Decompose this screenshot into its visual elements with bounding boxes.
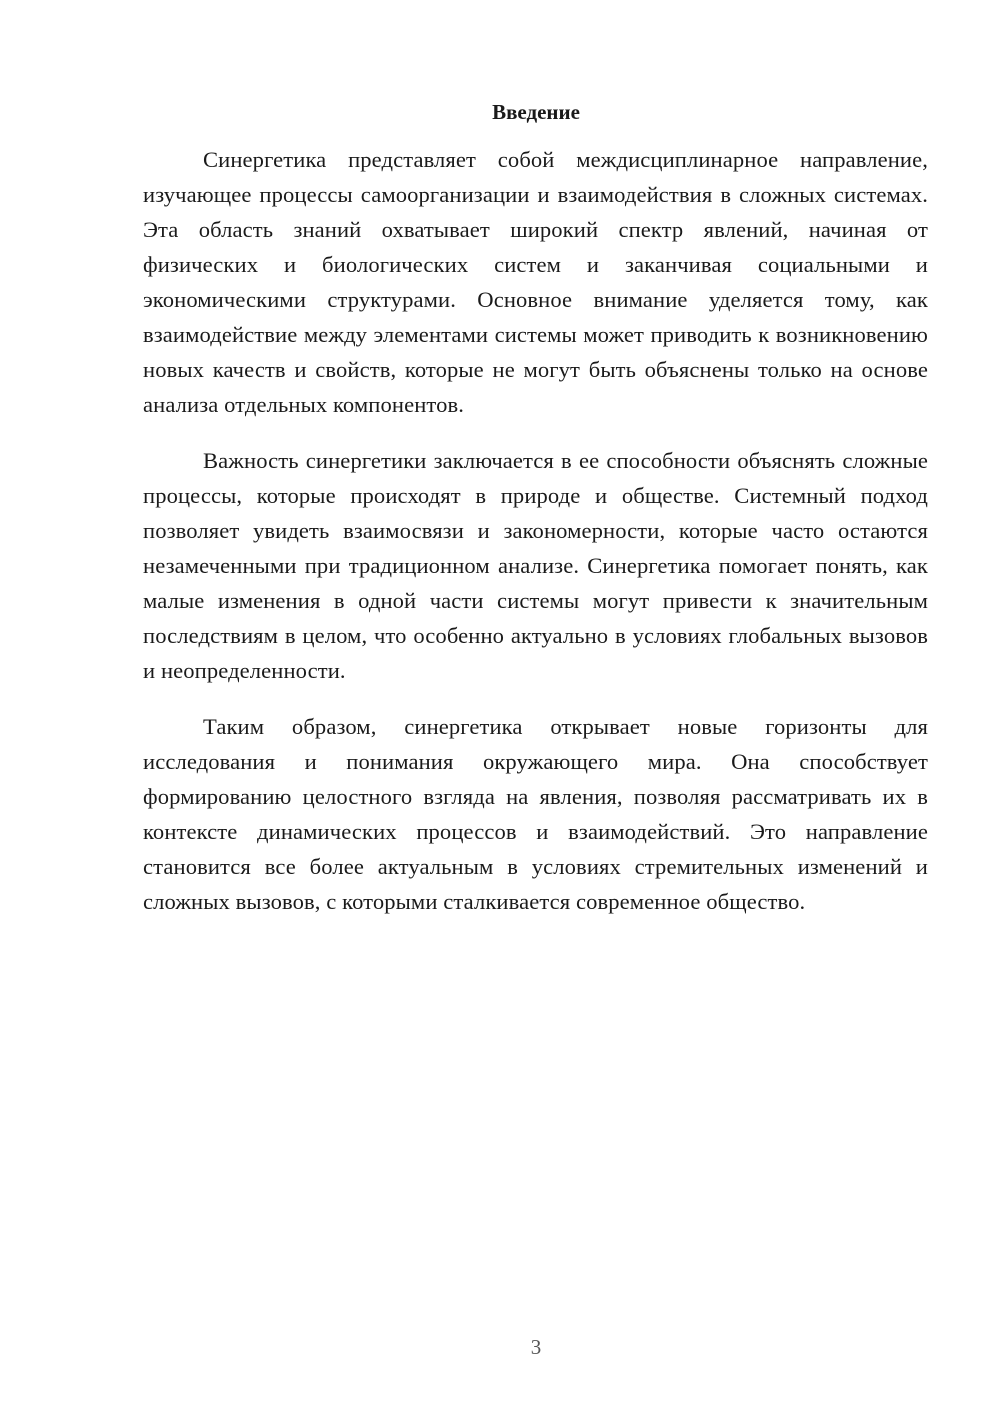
paragraph-importance: Важность синергетики заключается в ее способности объяснять сложные процессы, которые происходят в природе и обществе. Системный подход позволяет увидеть взаимосвязи и закономерности, которые часто остаются незамеченными при традиционном анализе. Синергетика помогает понять, как малые изменения в одной части системы могут привести к значительным последствиям в целом, что особенно актуально в условиях глобальных вызовов и неопределенности. xyxy=(143,448,928,683)
paragraph-introduction: Синергетика представляет собой междисциплинарное направление, изучающее процессы самоорганизации и взаимодействия в сложных системах. Эта область знаний охватывает широкий спектр явлений, начиная от физических и биологических систем и заканчивая социальными и экономическими структурами. Основное внимание уделяется тому, как взаимодействие между элементами системы может приводить к возникновению новых качеств и свойств, которые не могут быть объяснены только на основе анализа отдельных компонентов. xyxy=(143,147,928,417)
page-heading: Введение xyxy=(492,100,580,124)
page-number: 3 xyxy=(530,1335,542,1359)
paragraph-conclusion: Таким образом, синергетика открывает новые горизонты для исследования и понимания окружающего мира. Она способствует формированию целостного взгляда на явления, позволяя рассматривать их в контексте динамических процессов и взаимодействий. Это направление становится все более актуальным в условиях стремительных изменений и сложных вызовов, с которыми сталкивается современное общество. xyxy=(143,714,928,914)
body-text xyxy=(143,142,928,940)
